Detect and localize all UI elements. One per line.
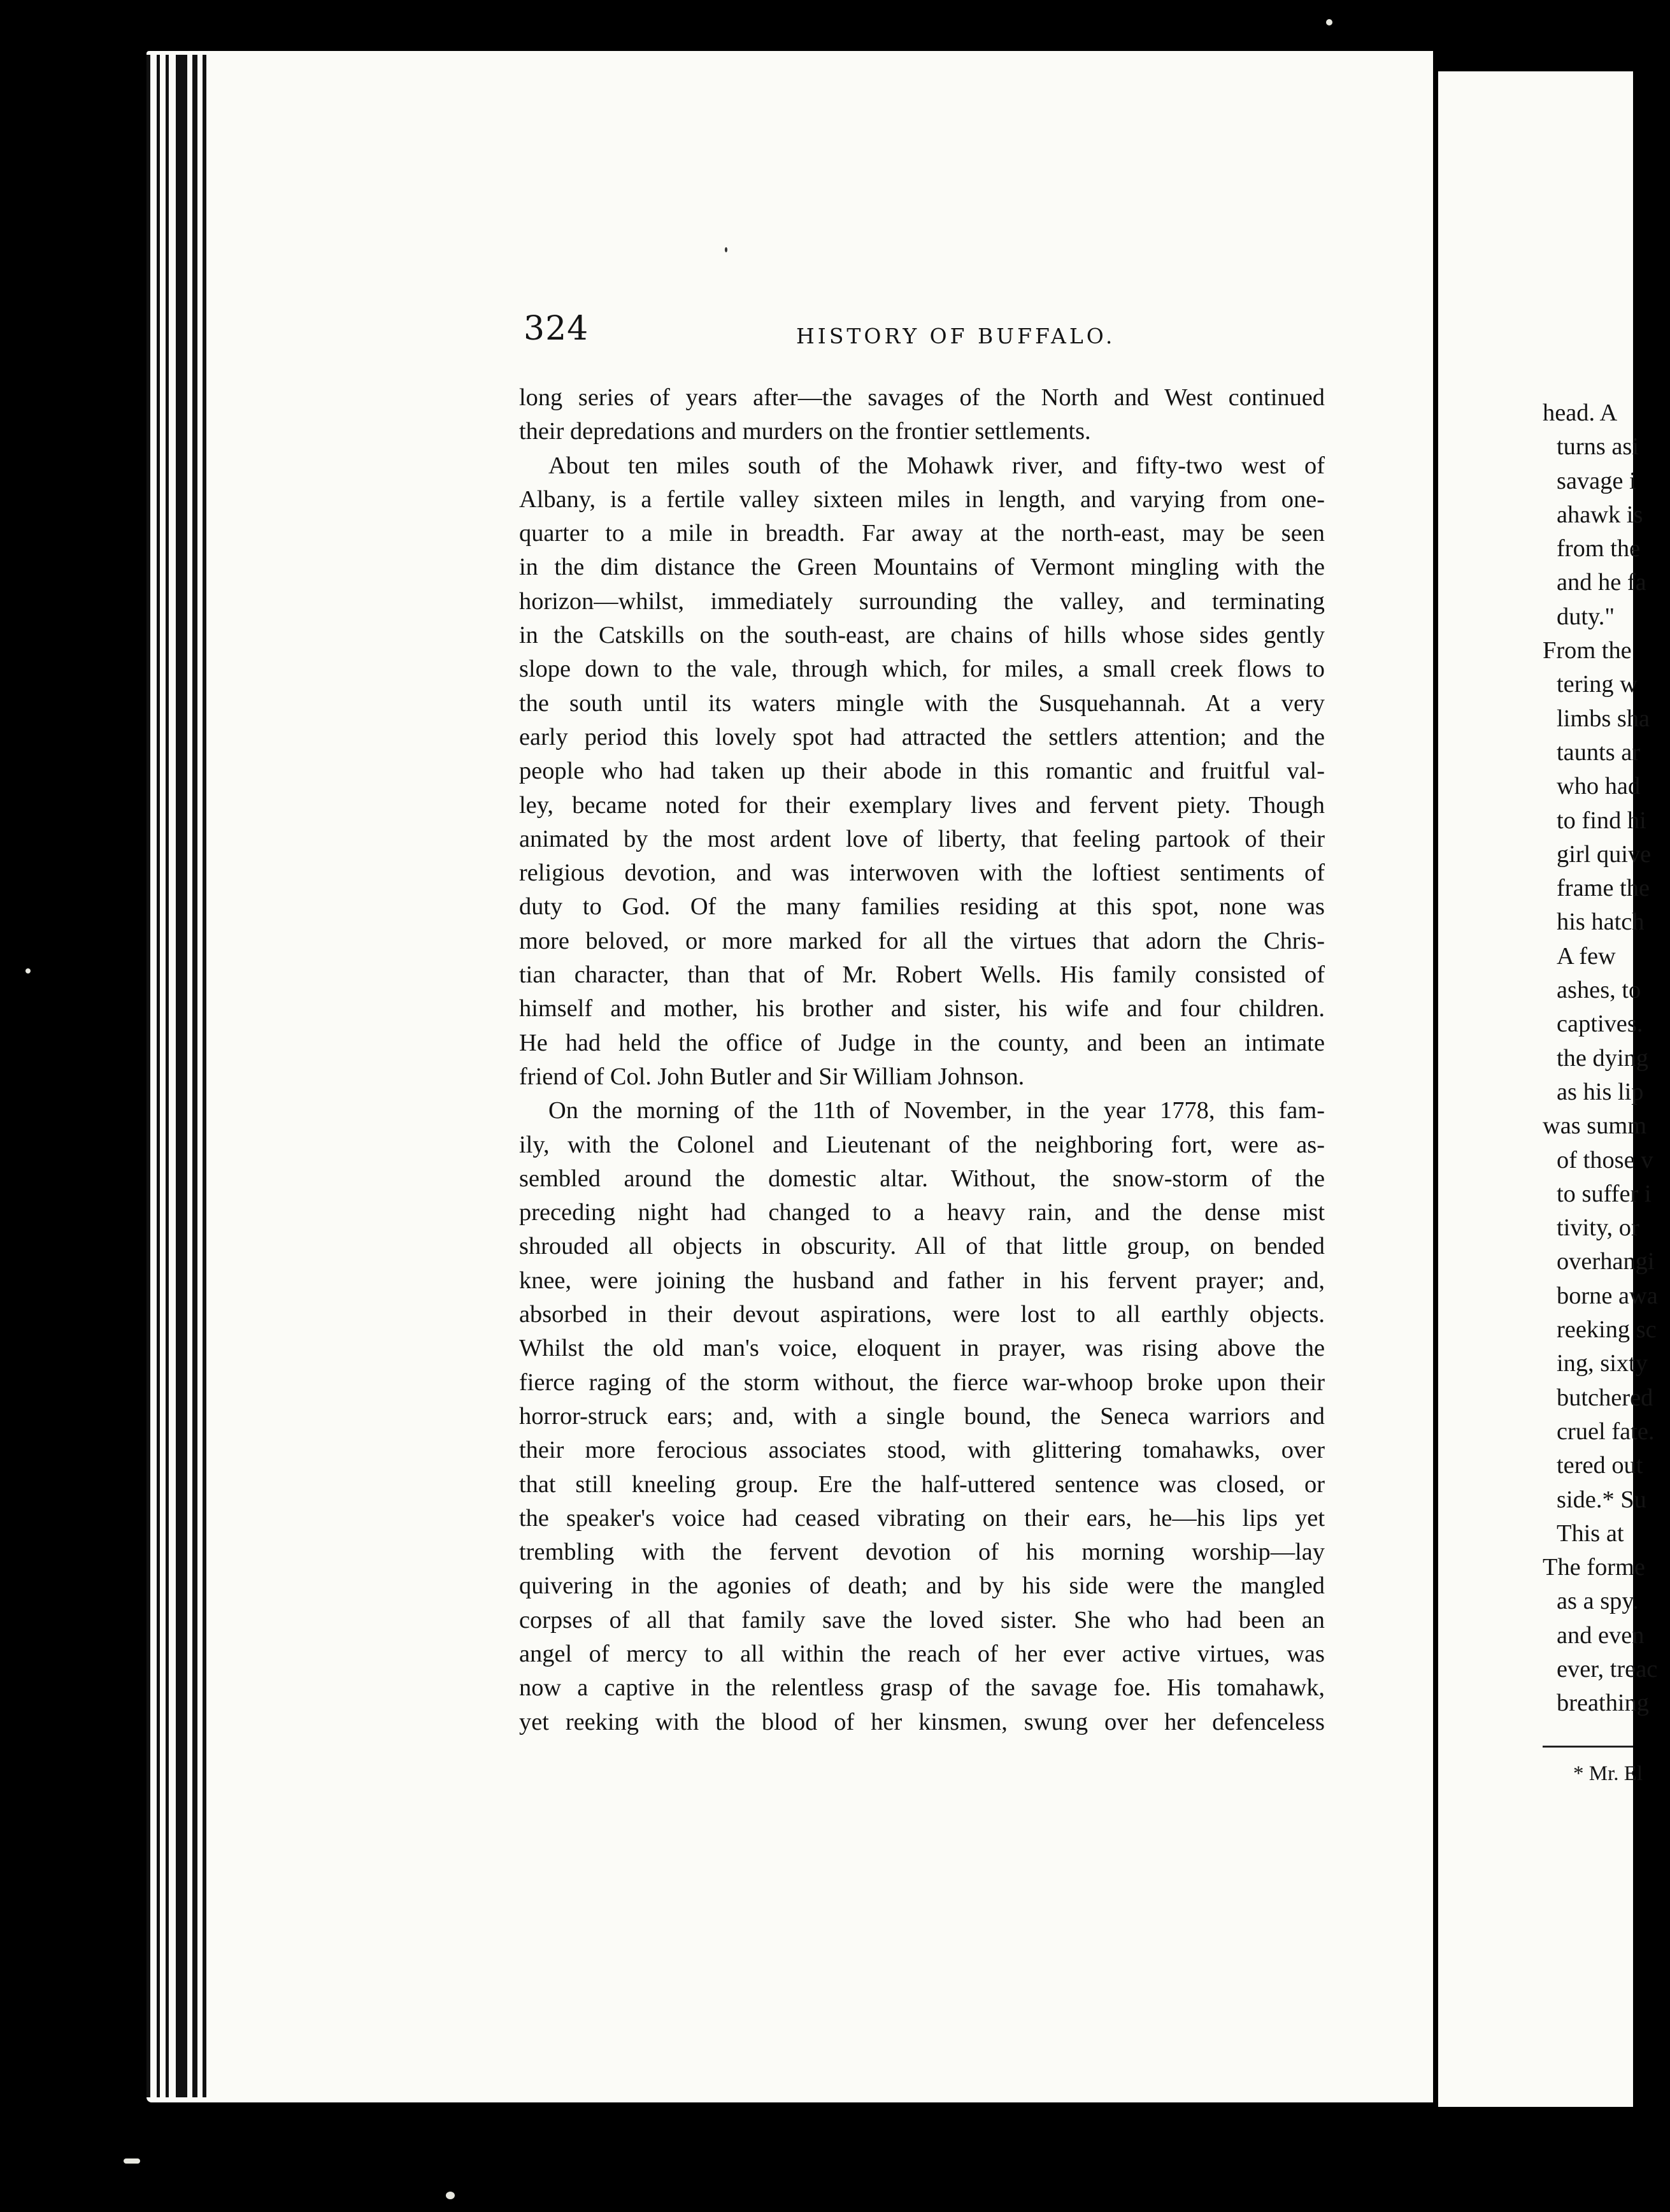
right-page-line: tivity, or xyxy=(1557,1214,1639,1242)
text-line: now a captive in the relentless grasp of the savage foe. His tomahawk, xyxy=(519,1674,1325,1702)
right-page-line: to find hi xyxy=(1557,807,1646,834)
right-page-line: ever, treac xyxy=(1557,1655,1658,1683)
text-line: sembled around the domestic altar. Without, the snow-storm of the xyxy=(519,1165,1325,1192)
text-line: horizon—whilst, immediately surrounding the valley, and terminating xyxy=(519,587,1325,615)
text-line: corpses of all that family save the loved sister. She who had been an xyxy=(519,1606,1325,1634)
right-page-text xyxy=(1543,396,1670,1721)
right-page-line: borne awa xyxy=(1557,1282,1658,1309)
right-page-line: tering w xyxy=(1557,671,1638,698)
right-page-line: ahawk is xyxy=(1557,501,1643,528)
text-line: the speaker's voice had ceased vibrating on their ears, he—his lips yet xyxy=(519,1504,1325,1532)
running-head: HISTORY OF BUFFALO. xyxy=(796,324,1116,348)
right-page-line: to suffer i xyxy=(1557,1180,1652,1207)
text-line: quarter to a mile in breadth. Far away at the north-east, may be seen xyxy=(519,520,1325,547)
page-edge-line xyxy=(176,55,187,2097)
right-page-line: head. A xyxy=(1543,399,1618,426)
right-page-line: captives. xyxy=(1557,1010,1643,1038)
right-page-line: and even xyxy=(1557,1621,1645,1649)
right-page-line: the dying xyxy=(1557,1044,1648,1072)
text-line: religious devotion, and was interwoven with the loftiest sentiments of xyxy=(519,859,1325,887)
text-line: slope down to the vale, through which, for miles, a small creek flows to xyxy=(519,656,1325,683)
right-page-line: taunts ar xyxy=(1557,738,1641,766)
text-line: absorbed in their devout aspirations, were lost to all earthly objects. xyxy=(519,1301,1325,1328)
right-page-line: From the xyxy=(1543,637,1632,664)
text-line: the south until its waters mingle with the Susquehannah. At a very xyxy=(519,689,1325,717)
text-line: angel of mercy to all within the reach of her ever active virtues, was xyxy=(519,1640,1325,1667)
text-line: On the morning of the 11th of November, in the year 1778, this fam- xyxy=(548,1097,1325,1124)
text-line: their depredations and murders on the frontier settlements. xyxy=(519,418,1091,445)
text-line: himself and mother, his brother and sister, his wife and four children. xyxy=(519,995,1325,1023)
text-line: ily, with the Colonel and Lieutenant of the neighboring fort, were as- xyxy=(519,1131,1325,1158)
right-page-line: savage i xyxy=(1557,467,1636,494)
right-page-line: was summ xyxy=(1543,1112,1647,1140)
text-line: long series of years after—the savages of the North and West continued xyxy=(519,384,1325,411)
text-line: About ten miles south of the Mohawk river, and fifty-two west of xyxy=(548,452,1325,479)
text-line: fierce raging of the storm without, the fierce war-whoop broke upon their xyxy=(519,1368,1325,1396)
right-page-line: cruel fate. xyxy=(1557,1418,1655,1445)
page-edge-line xyxy=(203,55,206,2097)
text-line: horror-struck ears; and, with a single bound, the Seneca warriors and xyxy=(519,1402,1325,1430)
text-line: that still kneeling group. Ere the half-uttered sentence was closed, or xyxy=(519,1470,1325,1498)
scan-speck xyxy=(446,2192,455,2199)
text-line: tian character, than that of Mr. Robert Wells. His family consisted of xyxy=(519,961,1325,989)
text-line: early period this lovely spot had attracted the settlers attention; and the xyxy=(519,723,1325,750)
right-page-line: as his lip xyxy=(1557,1078,1644,1105)
right-page-line: The forme xyxy=(1543,1554,1645,1581)
right-page-line: and he fa xyxy=(1557,569,1646,596)
page-edge-line xyxy=(146,55,150,2097)
text-line: in the Catskills on the south-east, are chains of hills whose sides gently xyxy=(519,622,1325,649)
scan-speck xyxy=(25,968,31,973)
text-line: yet reeking with the blood of her kinsmen, swung over her defenceless xyxy=(519,1708,1325,1735)
right-page-line: A few xyxy=(1557,942,1616,970)
text-line: shrouded all objects in obscurity. All of that little group, on bended xyxy=(519,1233,1325,1260)
right-page-line: frame the xyxy=(1557,875,1650,902)
text-line: Albany, is a fertile valley sixteen miles in length, and varying from one- xyxy=(519,485,1325,513)
right-page-footnote: * Mr. El xyxy=(1573,1762,1643,1785)
right-page-line: reeking sc xyxy=(1557,1316,1657,1344)
text-line: people who had taken up their abode in this romantic and fruitful val- xyxy=(519,758,1325,785)
text-line: quivering in the agonies of death; and by his side were the mangled xyxy=(519,1572,1325,1600)
right-page-line: side.* Su xyxy=(1557,1486,1646,1513)
scan-speck xyxy=(1326,19,1332,25)
right-page-line: turns asi xyxy=(1557,433,1639,461)
text-line: ley, became noted for their exemplary lives and fervent piety. Though xyxy=(519,791,1325,819)
right-page-line: limbs sha xyxy=(1557,705,1650,732)
text-line: friend of Col. John Butler and Sir William Johnson. xyxy=(519,1063,1025,1090)
footnote-rule xyxy=(1543,1746,1633,1748)
right-page-line: duty." xyxy=(1557,603,1615,630)
body-text xyxy=(519,381,1325,1739)
scan-speck xyxy=(124,2158,140,2164)
text-line: more beloved, or more marked for all the virtues that adorn the Chris- xyxy=(519,927,1325,954)
right-page-line: ashes, to xyxy=(1557,977,1641,1004)
right-page-line: of those v xyxy=(1557,1146,1653,1174)
right-page-line: This at xyxy=(1557,1519,1624,1547)
text-line: their more ferocious associates stood, with glittering tomahawks, over xyxy=(519,1437,1325,1464)
text-line: animated by the most ardent love of liberty, that feeling partook of their xyxy=(519,825,1325,852)
page-edge-line xyxy=(192,55,197,2097)
page-number: 324 xyxy=(524,310,589,348)
text-line: knee, were joining the husband and father in his fervent prayer; and, xyxy=(519,1267,1325,1294)
right-page-line: as a spy. xyxy=(1557,1588,1639,1615)
right-page-line: who had xyxy=(1557,773,1641,800)
text-line: duty to God. Of the many families residing at this spot, none was xyxy=(519,893,1325,921)
text-line: in the dim distance the Green Mountains of Vermont mingling with the xyxy=(519,554,1325,581)
page-edge-line xyxy=(166,55,169,2097)
right-page-line: girl quive xyxy=(1557,840,1652,868)
right-page-line: ing, sixty xyxy=(1557,1350,1648,1377)
text-line: He had held the office of Judge in the county, and been an intimate xyxy=(519,1029,1325,1056)
right-page-line: tered out xyxy=(1557,1452,1643,1479)
right-page-line: from the xyxy=(1557,535,1641,563)
text-line: preceding night had changed to a heavy rain, and the dense mist xyxy=(519,1199,1325,1226)
scan-speck xyxy=(725,247,727,252)
right-page-line: butchered xyxy=(1557,1384,1653,1411)
right-page-line: breathing xyxy=(1557,1690,1649,1717)
text-line: trembling with the fervent devotion of his morning worship—lay xyxy=(519,1539,1325,1566)
page-edge-line xyxy=(157,55,160,2097)
right-page-line: overhangi xyxy=(1557,1248,1655,1275)
right-page-line: his hatch xyxy=(1557,908,1645,936)
text-line: Whilst the old man's voice, eloquent in prayer, was rising above the xyxy=(519,1335,1325,1362)
